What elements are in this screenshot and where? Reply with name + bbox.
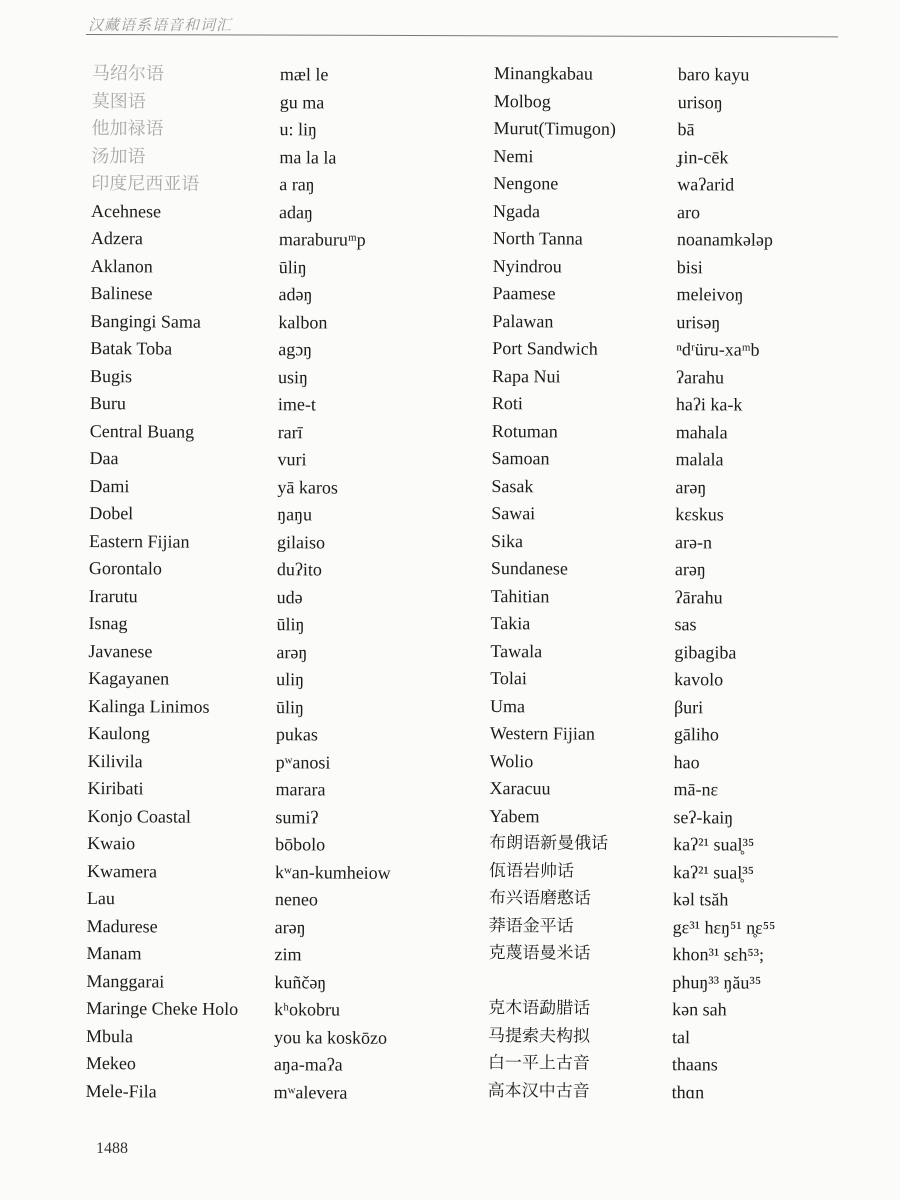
word-form: kaʔ²¹ sual̥³⁵ — [672, 861, 755, 883]
entry-row — [483, 802, 853, 832]
word-form: maraburuᵐp — [278, 229, 366, 250]
page-number: 1488 — [96, 1140, 128, 1157]
entry-row — [485, 500, 855, 530]
entry-row — [482, 1050, 852, 1080]
entry-row — [81, 830, 481, 860]
entry-row — [80, 940, 480, 970]
word-form: ɟin-cēk — [677, 146, 729, 167]
language-name: Sika — [491, 530, 524, 551]
language-name: Mele-Fila — [85, 1080, 157, 1101]
entry-row — [483, 857, 853, 887]
word-form: rarī — [277, 421, 303, 442]
language-name: 克蔑语曼米话 — [488, 943, 591, 964]
word-form: kaʔ²¹ sual̥³⁵ — [673, 834, 755, 855]
word-form: ūliŋ — [275, 696, 305, 717]
word-form: aŋa-maʔa — [273, 1054, 343, 1075]
language-name: Minangkabau — [493, 63, 593, 84]
word-form: urisoŋ — [677, 91, 723, 112]
language-name: Kiribati — [87, 778, 144, 799]
entry-row — [84, 307, 484, 337]
word-form: seʔ-kaiŋ — [673, 806, 734, 828]
entry-row — [83, 555, 483, 585]
word-form: gu ma — [279, 91, 325, 112]
language-name: Bugis — [90, 365, 133, 386]
entry-row — [84, 390, 484, 420]
entry-row — [80, 967, 480, 997]
language-name: 莫图语 — [91, 90, 146, 111]
entry-row — [485, 555, 855, 585]
entry-row — [486, 362, 856, 392]
left-word-column — [80, 60, 486, 1107]
word-form: bisi — [676, 256, 703, 277]
word-form: ma la la — [279, 146, 337, 168]
entry-row — [80, 995, 480, 1025]
word-form: hao — [673, 751, 700, 772]
entry-row — [485, 527, 855, 557]
entry-row — [483, 885, 853, 915]
language-name: 印度尼西亚语 — [91, 173, 200, 194]
entry-row — [84, 362, 484, 392]
language-name: Nyindrou — [492, 255, 562, 276]
entry-row — [82, 610, 482, 640]
word-form: gilaiso — [277, 531, 326, 552]
entry-row — [483, 912, 853, 942]
entry-row — [84, 280, 484, 310]
word-form: kʰokobru — [274, 999, 341, 1020]
entry-row — [484, 720, 854, 750]
word-form: ūliŋ — [278, 256, 307, 277]
language-name: Western Fijian — [489, 723, 595, 744]
entry-row — [487, 197, 857, 227]
language-name: Kwamera — [86, 860, 158, 881]
language-name: Batak Toba — [90, 338, 173, 359]
entry-row — [482, 1077, 852, 1107]
word-form: baro kayu — [677, 64, 750, 85]
language-name: Uma — [489, 695, 526, 716]
word-form: kuñčəŋ — [274, 971, 327, 992]
word-form: neneo — [274, 889, 318, 910]
entry-row — [82, 637, 482, 667]
word-form: arə-n — [675, 531, 713, 552]
word-form: kavolo — [674, 669, 724, 690]
language-name: Dobel — [89, 503, 134, 524]
language-name: Xaracuu — [489, 778, 551, 799]
language-name: Ngada — [493, 200, 541, 221]
language-name: Wolio — [489, 750, 534, 771]
word-form: thaans — [671, 1054, 718, 1075]
entry-row — [484, 692, 854, 722]
entry-row — [488, 87, 858, 117]
entry-row — [80, 1077, 480, 1107]
language-name: Sasak — [491, 475, 534, 496]
language-name: Gorontalo — [88, 558, 162, 579]
language-name: Manam — [86, 943, 142, 964]
language-name: Yabem — [489, 805, 540, 826]
header-rule — [86, 34, 838, 37]
entry-row — [80, 1050, 480, 1080]
language-name: Roti — [491, 393, 523, 414]
entry-row — [487, 252, 857, 282]
entry-row — [80, 1022, 480, 1052]
word-form: phuŋ³³ ŋău³⁵ — [672, 971, 762, 993]
word-form: u: liŋ — [279, 119, 318, 140]
language-name: Kilivila — [87, 750, 143, 771]
language-name: 马绍尔语 — [91, 63, 164, 84]
word-form: tal — [671, 1026, 691, 1047]
language-name: Central Buang — [89, 420, 195, 442]
word-form: mā-nɛ — [673, 779, 719, 800]
entry-row — [487, 142, 857, 172]
language-name: Kalinga Linimos — [87, 695, 210, 717]
word-form: urisəŋ — [676, 311, 721, 332]
language-name: Manggarai — [86, 970, 165, 991]
language-name: 白一平上古音 — [487, 1053, 590, 1074]
word-form: ʔarahu — [676, 366, 725, 387]
entry-row — [83, 445, 483, 475]
language-name: Tawala — [490, 640, 543, 661]
language-name: Aklanon — [90, 255, 153, 276]
word-form: arəŋ — [274, 916, 306, 937]
entry-row — [482, 967, 852, 997]
word-form: sas — [674, 614, 697, 635]
language-name: Javanese — [88, 640, 153, 661]
entry-row — [83, 527, 483, 557]
language-name: 汤加语 — [91, 145, 146, 166]
word-form: ŋaŋu — [277, 504, 313, 525]
language-name: Bangingi Sama — [90, 310, 201, 332]
entry-row — [85, 142, 485, 172]
entry-row — [82, 747, 482, 777]
word-form: ūliŋ — [276, 614, 305, 635]
language-name: Mekeo — [85, 1053, 136, 1074]
language-name: Mbula — [85, 1025, 134, 1046]
word-form: vuri — [277, 449, 307, 470]
entry-row — [82, 720, 482, 750]
word-form: mʷalevera — [273, 1081, 348, 1103]
language-name: 布兴语磨憨话 — [488, 888, 591, 909]
entry-row — [483, 830, 853, 860]
word-form: duʔito — [276, 559, 322, 580]
language-name: Konjo Coastal — [87, 805, 191, 827]
word-form: arəŋ — [276, 641, 308, 662]
language-name: Rotuman — [491, 420, 558, 441]
entry-row — [485, 472, 855, 502]
entry-row — [86, 87, 486, 117]
entry-row — [484, 610, 854, 640]
entry-row — [484, 665, 854, 695]
entry-row — [82, 665, 482, 695]
entry-row — [81, 775, 481, 805]
language-name: 克木语勐腊话 — [488, 998, 591, 1019]
language-name: Acehnese — [91, 200, 162, 221]
language-name: Buru — [89, 393, 126, 414]
entry-row — [85, 225, 485, 255]
word-form: waʔarid — [677, 174, 735, 195]
entry-row — [81, 857, 481, 887]
entry-row — [84, 335, 484, 365]
language-name: 布朗语新曼俄话 — [489, 833, 609, 854]
word-form: gibagiba — [674, 641, 737, 663]
language-name: Balinese — [90, 283, 153, 304]
language-name: North Tanna — [492, 228, 583, 249]
word-form: marara — [275, 779, 326, 800]
word-form: udə — [276, 586, 303, 607]
entry-row — [81, 912, 481, 942]
language-name: Adzera — [90, 228, 143, 249]
language-name: Dami — [89, 475, 130, 496]
entry-row — [484, 637, 854, 667]
word-form: meleivoŋ — [676, 284, 744, 305]
entry-row — [82, 692, 482, 722]
language-name: Rapa Nui — [492, 365, 561, 386]
word-form: gɛ³¹ hɛŋ⁵¹ n̥ɛ⁵⁵ — [672, 916, 776, 938]
language-name: Nengone — [493, 173, 559, 194]
entry-row — [486, 390, 856, 420]
word-form: kʷan-kumheiow — [274, 861, 391, 883]
language-name: Sawai — [491, 503, 536, 524]
word-form: bōbolo — [275, 834, 326, 855]
word-form: mahala — [675, 421, 728, 442]
word-form: aro — [677, 201, 701, 222]
word-form: yā karos — [277, 476, 338, 498]
word-form: sumiʔ — [275, 806, 319, 827]
word-form: haʔi ka-k — [675, 394, 743, 415]
entry-row — [486, 307, 856, 337]
entry-row — [486, 335, 856, 365]
entry-row — [485, 582, 855, 612]
entry-row — [85, 252, 485, 282]
entry-row — [81, 885, 481, 915]
entry-row — [81, 802, 481, 832]
language-name: Paamese — [492, 283, 556, 304]
language-name: Maringe Cheke Holo — [86, 998, 239, 1019]
word-form: kəl tsăh — [672, 889, 729, 910]
word-form: arəŋ — [674, 559, 706, 580]
language-name: 佤语岩帅话 — [488, 860, 575, 882]
word-form: you ka koskōzo — [273, 1026, 388, 1048]
word-form: uliŋ — [276, 669, 305, 690]
language-name: Tolai — [490, 668, 528, 689]
entry-row — [486, 280, 856, 310]
language-name: Port Sandwich — [492, 338, 598, 359]
language-name: 马提索夫构拟 — [487, 1025, 591, 1047]
entry-row — [482, 940, 852, 970]
word-form: pʷanosi — [275, 751, 331, 773]
language-name: 他加禄语 — [91, 118, 164, 139]
word-form: khon³¹ sɛh⁵³; — [672, 944, 765, 965]
entry-row — [484, 747, 854, 777]
language-name: Takia — [490, 613, 531, 634]
word-form: pukas — [275, 724, 318, 745]
language-name: 莽语金平话 — [488, 915, 574, 937]
language-name: Kaulong — [87, 723, 150, 744]
word-form: a raŋ — [279, 174, 315, 195]
entry-row — [85, 170, 485, 200]
language-name: Isnag — [88, 613, 128, 634]
entry-row — [83, 582, 483, 612]
entry-row — [83, 500, 483, 530]
word-form: bā — [677, 119, 695, 140]
entry-row — [85, 197, 485, 227]
language-name: Palawan — [492, 310, 554, 331]
language-name: Sundanese — [490, 558, 568, 579]
language-name: Madurese — [86, 915, 158, 936]
entry-row — [486, 417, 856, 447]
word-form: βuri — [673, 696, 704, 717]
entry-row — [86, 60, 486, 90]
entry-row — [487, 225, 857, 255]
entry-row — [488, 60, 858, 90]
word-form: ime-t — [277, 394, 316, 415]
word-form: adaŋ — [279, 201, 314, 222]
word-form: ⁿdʳüru-xaᵐb — [676, 339, 760, 360]
language-name: Irarutu — [88, 585, 138, 606]
entry-row — [85, 115, 485, 145]
word-form: ʔārahu — [674, 586, 723, 607]
word-form: kɛskus — [675, 504, 724, 525]
language-name: Kagayanen — [88, 668, 170, 689]
language-name: Molbog — [493, 90, 551, 111]
word-form: kən sah — [672, 999, 727, 1020]
entry-row — [482, 1022, 852, 1052]
entry-row — [485, 445, 855, 475]
word-form: agɔŋ — [278, 339, 313, 360]
word-form: adəŋ — [278, 284, 313, 305]
running-header: 汉藏语系语音和词汇 — [88, 18, 233, 34]
entry-row — [487, 115, 857, 145]
language-name: Eastern Fijian — [89, 530, 190, 552]
word-form: arəŋ — [675, 476, 707, 497]
word-form: zim — [274, 944, 302, 965]
language-name: Nemi — [493, 145, 534, 166]
entry-row — [84, 417, 484, 447]
word-form: usiŋ — [278, 366, 309, 387]
language-name: Samoan — [491, 448, 550, 469]
language-name: Murut(Timugon) — [493, 118, 617, 139]
language-name: Daa — [89, 448, 119, 469]
word-form: gāliho — [673, 724, 719, 745]
word-form: malala — [675, 449, 724, 470]
word-form: thɑn — [671, 1081, 705, 1102]
word-form: kalbon — [278, 311, 328, 332]
word-form: mæl le — [279, 64, 329, 85]
word-form: noanamkələp — [676, 229, 773, 250]
language-name: Kwaio — [87, 833, 136, 854]
language-name: 高本汉中古音 — [487, 1080, 590, 1102]
entry-row — [83, 472, 483, 502]
language-name: Tahitian — [490, 585, 550, 606]
entry-row — [487, 170, 857, 200]
language-name: Lau — [86, 888, 115, 909]
entry-row — [482, 995, 852, 1025]
entry-row — [483, 775, 853, 805]
right-word-column — [482, 60, 858, 1107]
